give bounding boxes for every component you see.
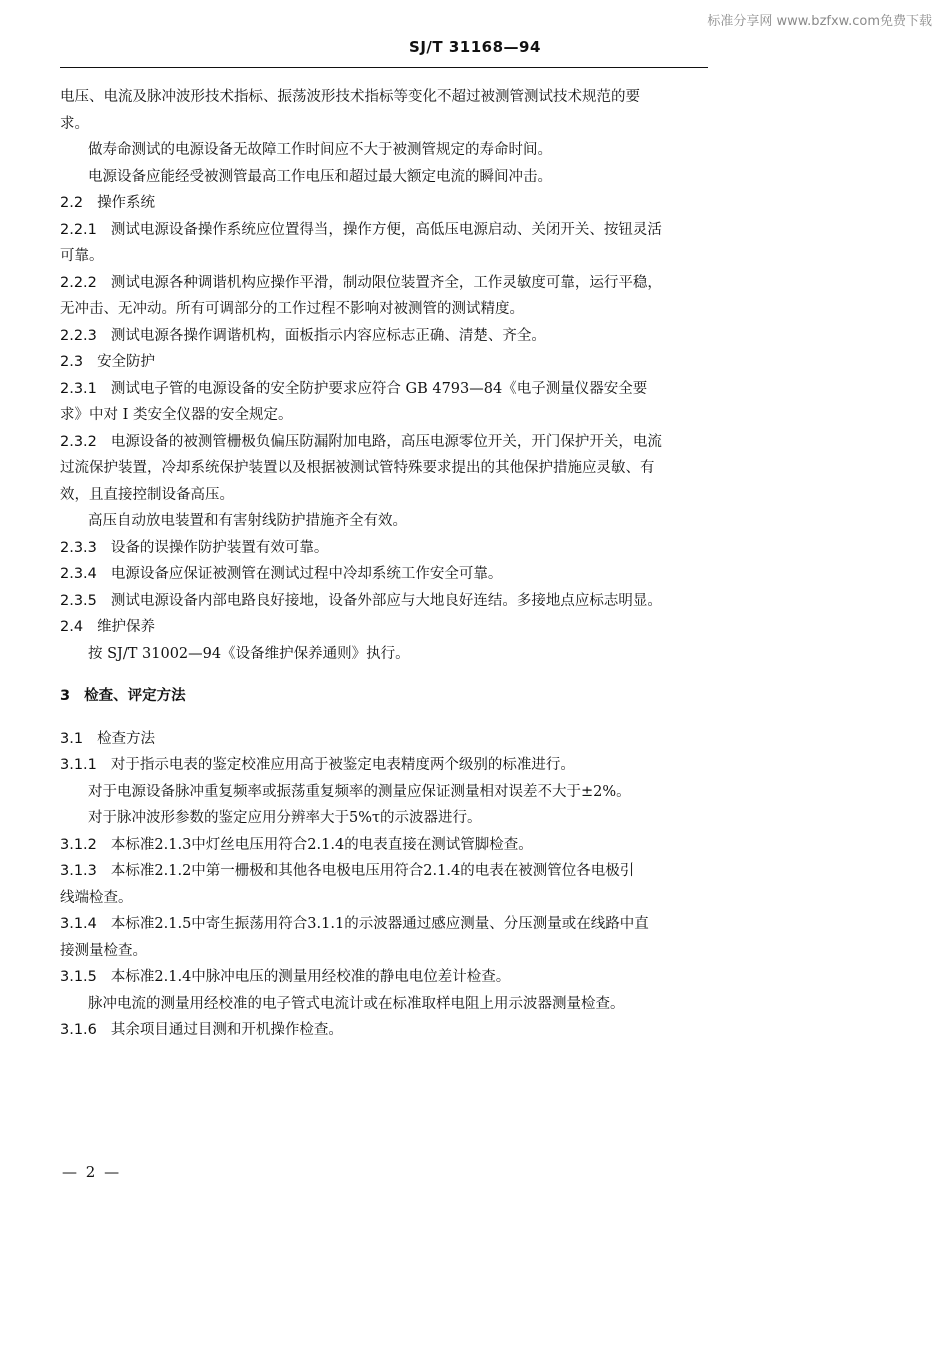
clause-line: 3.1.5 本标准2.1.4中脉冲电压的测量用经校准的静电电位差计检查。: [60, 969, 511, 985]
clause-line: 3.1.2 本标准2.1.3中灯丝电压用符合2.1.4的电表直接在测试管脚检查。: [60, 836, 533, 853]
watermark-text: 标准分享网 www.bzfxw.com免费下载: [707, 14, 932, 29]
text-line: 过流保护装置，冷却系统保护装置以及根据被测试管特殊要求提出的其他保护措施应灵敏、有: [60, 460, 655, 476]
document-body: [60, 84, 708, 1044]
clause-line: 3.1.3 本标准2.1.2中第一栅极和其他各电极电压用符合2.1.4的电表在被测管位各电极引: [60, 863, 635, 879]
text-line: 对于电源设备脉冲重复频率或振荡重复频率的测量应保证测量相对误差不大于±2%。: [88, 783, 631, 800]
text-line: 高压自动放电装置和有害射线防护措施齐全有效。: [88, 513, 407, 529]
text-line: 电源设备应能经受被测管最高工作电压和超过最大额定电流的瞬间冲击。: [88, 168, 552, 185]
clause-line: 2.3.1 测试电子管的电源设备的安全防护要求应符合 GB 4793—84《电子测量仪器安全要: [60, 380, 648, 397]
text-line: 脉冲电流的测量用经校准的电子管式电流计或在标准取样电阻上用示波器测量检查。: [88, 995, 625, 1012]
text-line: 做寿命测试的电源设备无故障工作时间应不大于被测管规定的寿命时间。: [88, 142, 552, 158]
text-line: 接测量检查。: [60, 942, 147, 959]
spacer: [60, 667, 708, 683]
clause-line: 3.1.4 本标准2.1.5中寄生振荡用符合3.1.1的示波器通过感应测量、分压测量或在线路中直: [60, 916, 649, 932]
spacer: [60, 710, 708, 726]
clause-line: 2.3.2 电源设备的被测管栅极负偏压防漏附加电路，高压电源零位开关，开门保护开关，电流: [60, 433, 662, 450]
text-line: 可靠。: [60, 248, 104, 264]
section-heading: 2.2 操作系统: [60, 195, 156, 211]
clause-line: 2.2.3 测试电源各操作调谐机构，面板指示内容应标志正确、清楚、齐全。: [60, 327, 546, 344]
clause-line: 2.3.3 设备的误操作防护装置有效可靠。: [60, 539, 329, 556]
text-line: 无冲击、无冲动。所有可调部分的工作过程不影响对被测管的测试精度。: [60, 301, 524, 317]
text-line: 对于脉冲波形参数的鉴定应用分辨率大于5%τ的示波器进行。: [88, 810, 482, 826]
clause-line: 2.2.2 测试电源各种调谐机构应操作平滑，制动限位装置齐全，工作灵敏度可靠，运行平稳，: [60, 274, 662, 291]
text-line: 按 SJ/T 31002—94《设备维护保养通则》执行。: [88, 645, 410, 662]
section-heading: 2.3 安全防护: [60, 354, 156, 370]
page-number: — 2 —: [62, 1163, 122, 1181]
section-heading: 2.4 维护保养: [60, 619, 156, 635]
text-line: 电压、电流及脉冲波形技术指标、振荡波形技术指标等变化不超过被测管测试技术规范的要: [60, 89, 640, 105]
chapter-heading: 3 检查、评定方法: [60, 687, 186, 704]
clause-line: 2.3.5 测试电源设备内部电路良好接地，设备外部应与大地良好连结。多接地点应标志明显。: [60, 592, 662, 609]
clause-line: 3.1.1 对于指示电表的鉴定校准应用高于被鉴定电表精度两个级别的标准进行。: [60, 757, 575, 773]
header-rule: [60, 67, 708, 68]
text-line: 求。: [60, 115, 89, 132]
text-line: 线端检查。: [60, 889, 133, 906]
section-heading: 3.1 检查方法: [60, 730, 156, 747]
clause-line: 3.1.6 其余项目通过目测和开机操作检查。: [60, 1022, 343, 1038]
clause-line: 2.3.4 电源设备应保证被测管在测试过程中冷却系统工作安全可靠。: [60, 566, 503, 582]
clause-line: 2.2.1 测试电源设备操作系统应位置得当，操作方便，高低压电源启动、关闭开关、按钮灵活: [60, 221, 662, 238]
document-header: SJ/T 31168—94: [409, 38, 541, 56]
text-line: 求》中对 I 类安全仪器的安全规定。: [60, 407, 293, 423]
text-line: 效，且直接控制设备高压。: [60, 486, 234, 503]
